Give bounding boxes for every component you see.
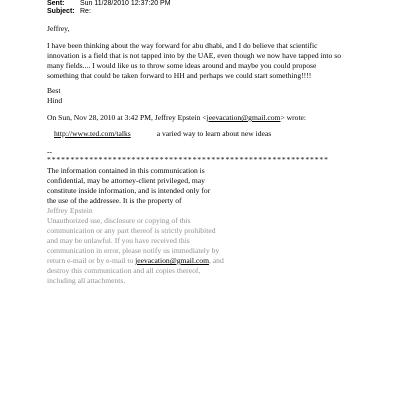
subject-label: Subject: xyxy=(47,8,75,15)
body-line-1: I have been thinking about the way forward for abu dhabi, and I do believe that scientific xyxy=(47,41,318,50)
link-caption: a varied way to learn about new ideas xyxy=(156,129,272,138)
quote-intro-prefix: On Sun, Nov 28, 2010 at 3:42 PM, Jeffrey Epstein < xyxy=(47,113,207,122)
sent-label: Sent: xyxy=(47,0,65,7)
return-email-link[interactable]: jeevacation@gmail.com xyxy=(135,256,209,265)
closing: Best xyxy=(47,86,61,95)
disclaimer-gray-line-3: communication or any part thereof is strictly prohibited xyxy=(47,226,216,235)
disclaimer-line-3: constitute inside information, and is intended only for xyxy=(47,186,211,195)
disclaimer-line-1: The information contained in this communication is xyxy=(47,166,205,175)
body-line-3: many fields.... I would like us to throw some ideas around and maybe you could propose xyxy=(47,61,317,70)
ted-talks-link[interactable]: http://www.ted.com/talks xyxy=(54,129,131,138)
disclaimer-gray-line-1: Jeffrey Epstein xyxy=(47,206,93,215)
subject-value: Re: xyxy=(80,8,91,15)
footer-stars: ************************************************************ xyxy=(47,155,329,164)
disclaimer-tail-line-2: including all attachments. xyxy=(47,276,126,285)
sent-value: Sun 11/28/2010 12:37:20 PM xyxy=(80,0,171,7)
disclaimer-line-4: the use of the addressee. It is the property of xyxy=(47,196,182,205)
disclaimer-gray-line-2: Unauthorized use, disclosure or copying of this xyxy=(47,216,191,225)
greeting: Jeffrey, xyxy=(47,24,70,33)
disclaimer-line-2: confidential, may be attorney-client privileged, may xyxy=(47,176,205,185)
disclaimer-gray-line-5: communication in error, please notify us immediately by xyxy=(47,246,220,255)
signature: Hind xyxy=(47,96,63,105)
disclaimer-gray-line-4: and may be unlawful. If you have received this xyxy=(47,236,190,245)
footer-separator: -- xyxy=(47,147,53,156)
disclaimer-tail-line-1: destroy this communication and all copies thereof, xyxy=(47,266,201,275)
return-suffix: , and xyxy=(208,256,224,265)
sender-email-link[interactable]: jeevacation@gmail.com xyxy=(206,113,281,122)
quote-intro-suffix: > wrote: xyxy=(280,113,307,122)
return-prefix: return e-mail or by e-mail to xyxy=(47,256,136,265)
body-line-4: something that could be taken forward to HH and perhaps we could start something!!!! xyxy=(47,71,312,80)
quote-intro xyxy=(47,112,306,123)
body-line-2: innovation is a field that is not tapped into by the UAE, even though we now have tapped into so xyxy=(47,51,341,60)
quoted-link-line xyxy=(54,128,271,139)
